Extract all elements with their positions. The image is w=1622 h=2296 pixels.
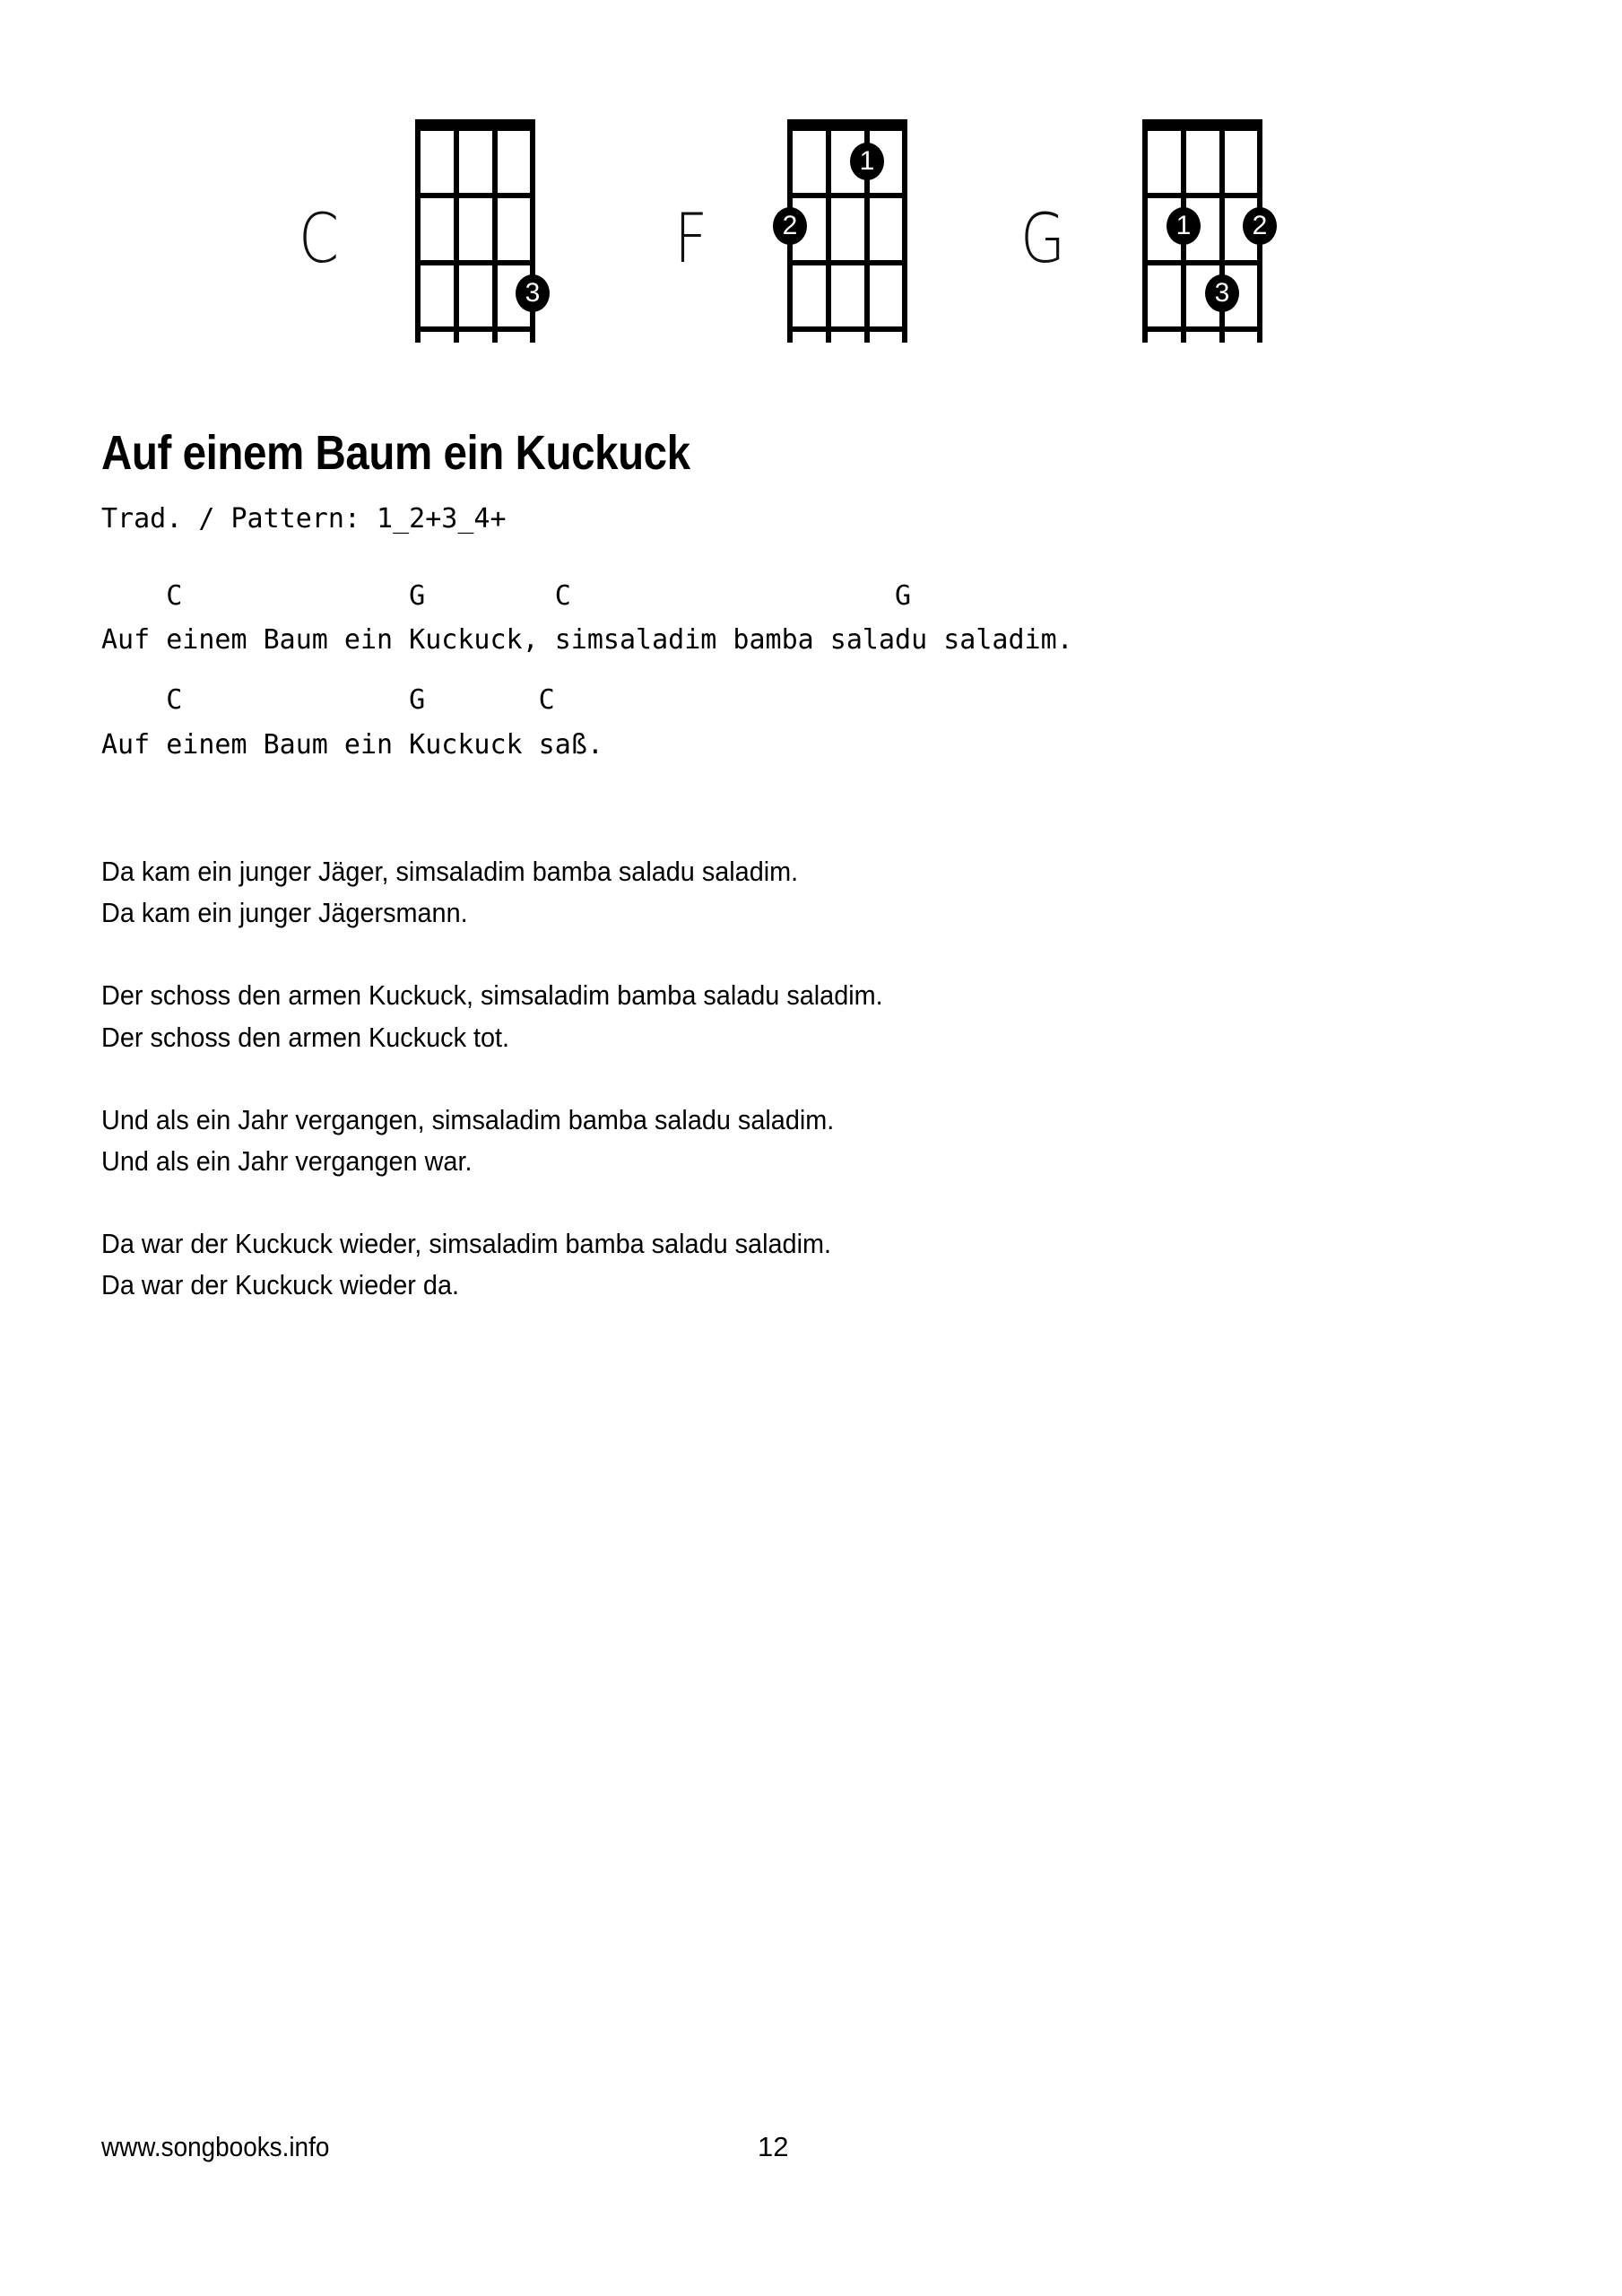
- fret-line: [787, 326, 906, 332]
- song-subtitle: Trad. / Pattern: 1_2+3_4+: [101, 503, 507, 535]
- fret-line: [415, 326, 534, 332]
- string-line: [1142, 119, 1148, 343]
- verse-1-line-2: Da kam ein junger Jägersmann.: [101, 897, 468, 928]
- fret-line: [787, 260, 906, 265]
- chord-line-2: C G C: [101, 684, 555, 716]
- finger-dot-icon: 1: [850, 143, 884, 180]
- fret-line: [415, 260, 534, 265]
- song-title: Auf einem Baum ein Kuckuck: [101, 426, 690, 480]
- verse-4-line-2: Da war der Kuckuck wieder da.: [101, 1269, 459, 1300]
- chord-label-g: G: [1020, 198, 1066, 278]
- finger-dot-icon: 1: [1167, 207, 1201, 245]
- verse-4-line-1: Da war der Kuckuck wieder, simsaladim bamba saladu saladim.: [101, 1228, 831, 1259]
- chord-label-f: F: [674, 198, 708, 278]
- fret-line: [1142, 193, 1262, 198]
- lyric-line-2: Auf einem Baum ein Kuckuck saß.: [101, 729, 603, 761]
- verse-3-line-1: Und als ein Jahr vergangen, simsaladim bamba saladu saladim.: [101, 1104, 835, 1135]
- chord-diagram-f: [782, 119, 906, 344]
- chord-label-c: C: [299, 198, 340, 278]
- chord-line-1: C G C G: [101, 580, 912, 612]
- verse-3-line-2: Und als ein Jahr vergangen war.: [101, 1145, 473, 1177]
- nut-bar: [415, 119, 534, 131]
- page-number: 12: [758, 2131, 789, 2162]
- fret-line: [1142, 326, 1262, 332]
- finger-dot-icon: 2: [773, 207, 807, 245]
- footer-website: www.songbooks.info: [101, 2131, 330, 2162]
- fret-line: [1142, 260, 1262, 265]
- string-line: [454, 119, 459, 343]
- finger-dot-icon: 3: [516, 274, 550, 312]
- verse-2-line-2: Der schoss den armen Kuckuck tot.: [101, 1022, 510, 1053]
- string-line: [902, 119, 907, 343]
- chord-diagram-g: [1142, 119, 1268, 344]
- nut-bar: [787, 119, 906, 131]
- nut-bar: [1142, 119, 1262, 131]
- fret-line: [415, 193, 534, 198]
- lyric-line-1: Auf einem Baum ein Kuckuck, simsaladim bamba saladu saladim.: [101, 624, 1073, 656]
- finger-dot-icon: 3: [1205, 274, 1239, 312]
- string-line: [492, 119, 498, 343]
- fret-line: [787, 193, 906, 198]
- string-line: [826, 119, 831, 343]
- string-line: [415, 119, 421, 343]
- verse-1-line-1: Da kam ein junger Jäger, simsaladim bamba saladu saladim.: [101, 856, 799, 887]
- verse-2-line-1: Der schoss den armen Kuckuck, simsaladim bamba saladu saladim.: [101, 979, 883, 1011]
- finger-dot-icon: 2: [1243, 207, 1277, 245]
- chord-diagram-c: [415, 119, 541, 344]
